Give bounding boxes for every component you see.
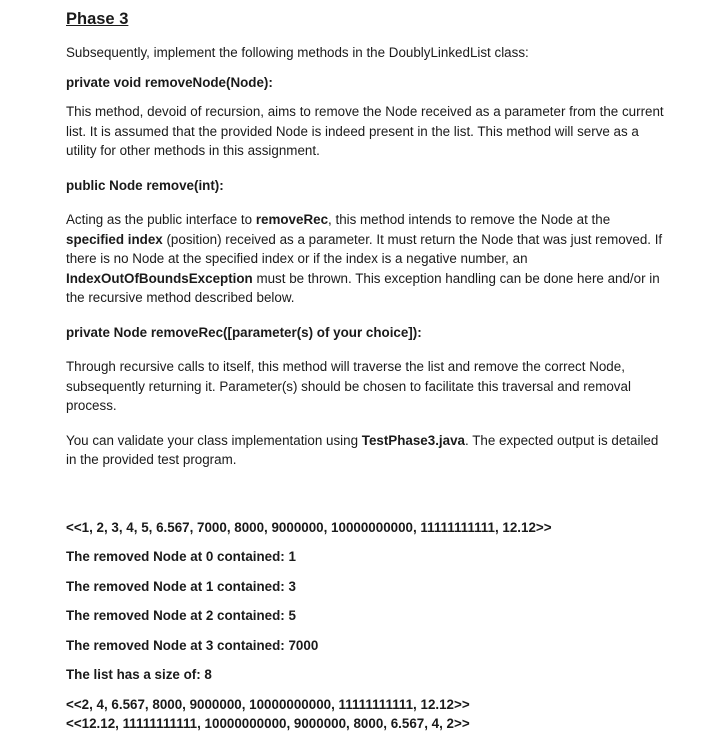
output-removed-0: The removed Node at 0 contained: 1 — [66, 549, 296, 564]
output-removed-3: The removed Node at 3 contained: 7000 — [66, 637, 319, 653]
exception-name: IndexOutOfBoundsException — [66, 270, 253, 286]
method-remove-node-signature: private void removeNode(Node): — [66, 74, 273, 90]
output-size-line: The list has a size of: 8 — [66, 667, 212, 682]
intro-text: Subsequently, implement the following methods in the DoublyLinkedList class: — [66, 45, 529, 60]
specified-index-term: specified index — [66, 231, 163, 247]
output-removed-2: The removed Node at 2 contained: 5 — [66, 608, 296, 623]
method-remove-signature: public Node remove(int): — [66, 177, 224, 193]
test-file-name: TestPhase3.java — [361, 432, 465, 448]
output-removed-1: The removed Node at 1 contained: 3 — [66, 578, 296, 594]
remove-desc-part-2: , this method intends to remove the Node at the — [328, 212, 611, 227]
validation-part-1: You can validate your class implementation using — [66, 432, 362, 448]
method-remove-rec-signature: private Node removeRec([parameter(s) of your choice]): — [66, 324, 422, 340]
output-initial-list: <<1, 2, 3, 4, 5, 6.567, 7000, 8000, 9000000, 10000000000, 11111111111, 12.12>> — [66, 519, 552, 535]
phase-title: Phase 3 — [66, 10, 129, 28]
method-remove-description — [66, 210, 666, 308]
remove-desc-part-1: Acting as the public interface to — [66, 212, 256, 227]
method-remove-rec-description: Through recursive calls to itself, this method will traverse the list and remove the correct Node, subsequently returning it. Parameter(s) should be chosen to facilitate this traversal and removal process. — [66, 359, 631, 413]
remove-desc-part-4: must be thrown. This exception handling can be done here and/or in the recursive method described below. — [66, 270, 660, 305]
output-list-forward: <<2, 4, 6.567, 8000, 9000000, 10000000000, 11111111111, 12.12>> — [66, 696, 470, 712]
validation-text — [66, 431, 666, 470]
remove-rec-reference: removeRec — [255, 212, 329, 227]
output-list-reverse: <<12.12, 11111111111, 10000000000, 9000000, 8000, 6.567, 4, 2>> — [66, 716, 470, 731]
method-remove-node-description: This method, devoid of recursion, aims to remove the Node received as a parameter from the current list. It is assumed that the provided Node is indeed present in the list. This method will serve as a utility for other methods in this assignment. — [66, 104, 664, 158]
validation-part-2: . The expected output is detailed in the provided test program. — [66, 432, 659, 467]
remove-desc-part-3: (position) received as a parameter. It must return the Node that was just removed. If there is no Node at the specified index or if the index is a negative number, an — [66, 231, 663, 266]
document-page — [66, 8, 666, 734]
